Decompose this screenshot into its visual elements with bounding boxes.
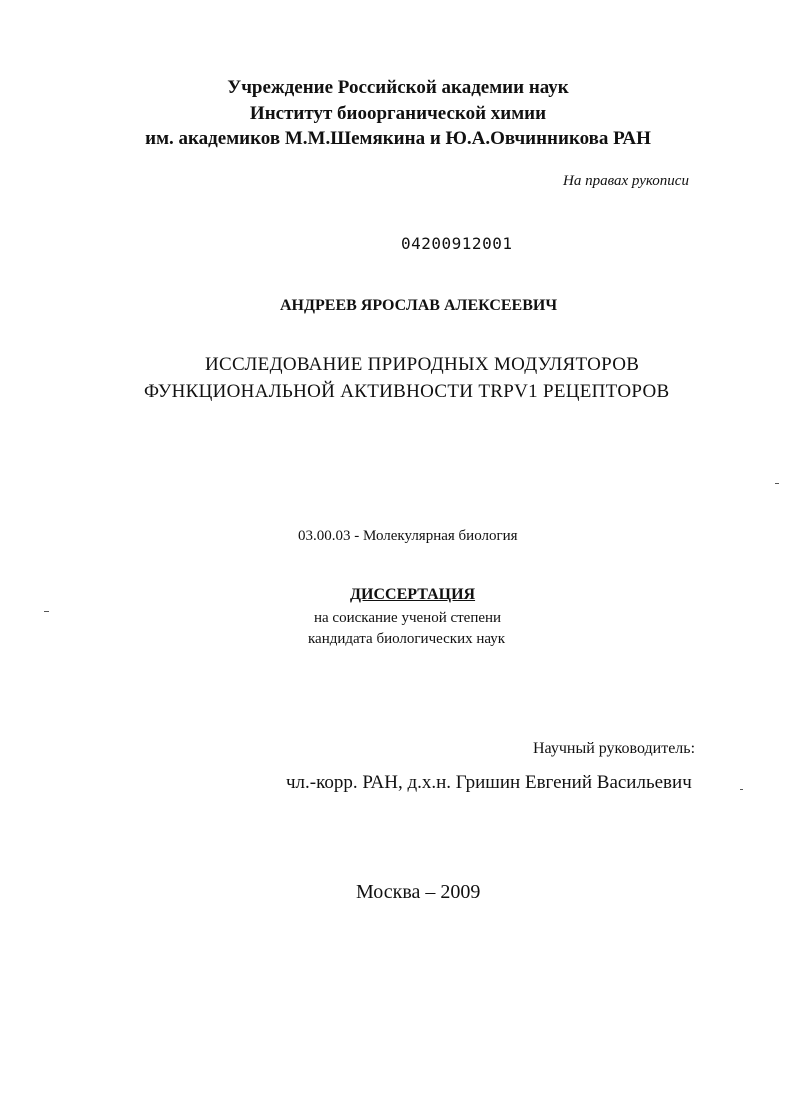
degree-line-1: на соискание ученой степени [314, 610, 502, 626]
degree-line-2: кандидата биологических наук [308, 631, 506, 647]
title-line-1: ИССЛЕДОВАНИЕ ПРИРОДНЫХ МОДУЛЯТОРОВ [205, 354, 640, 375]
dissertation-label: ДИССЕРТАЦИЯ [350, 586, 476, 603]
specialty: 03.00.03 - Молекулярная биология [298, 528, 518, 544]
registration-number: 04200912001 [401, 234, 513, 253]
manuscript-rights: На правах рукописи [563, 173, 689, 189]
supervisor-name: чл.-корр. РАН, д.х.н. Гришин Евгений Васильевич [286, 772, 692, 793]
institution-line-3: им. академиков М.М.Шемякина и Ю.А.Овчинникова РАН [145, 128, 651, 149]
scan-speck [740, 789, 743, 790]
title-line-2: ФУНКЦИОНАЛЬНОЙ АКТИВНОСТИ TRPV1 РЕЦЕПТОРОВ [144, 381, 670, 402]
institution-line-2: Институт биоорганической химии [249, 103, 547, 124]
author-name: АНДРЕЕВ ЯРОСЛАВ АЛЕКСЕЕВИЧ [280, 297, 558, 314]
institution-line-1: Учреждение Российской академии наук [227, 77, 569, 98]
supervisor-label: Научный руководитель: [533, 740, 696, 757]
city-year: Москва – 2009 [356, 881, 481, 903]
scan-speck [44, 611, 49, 612]
scan-speck [775, 483, 779, 484]
